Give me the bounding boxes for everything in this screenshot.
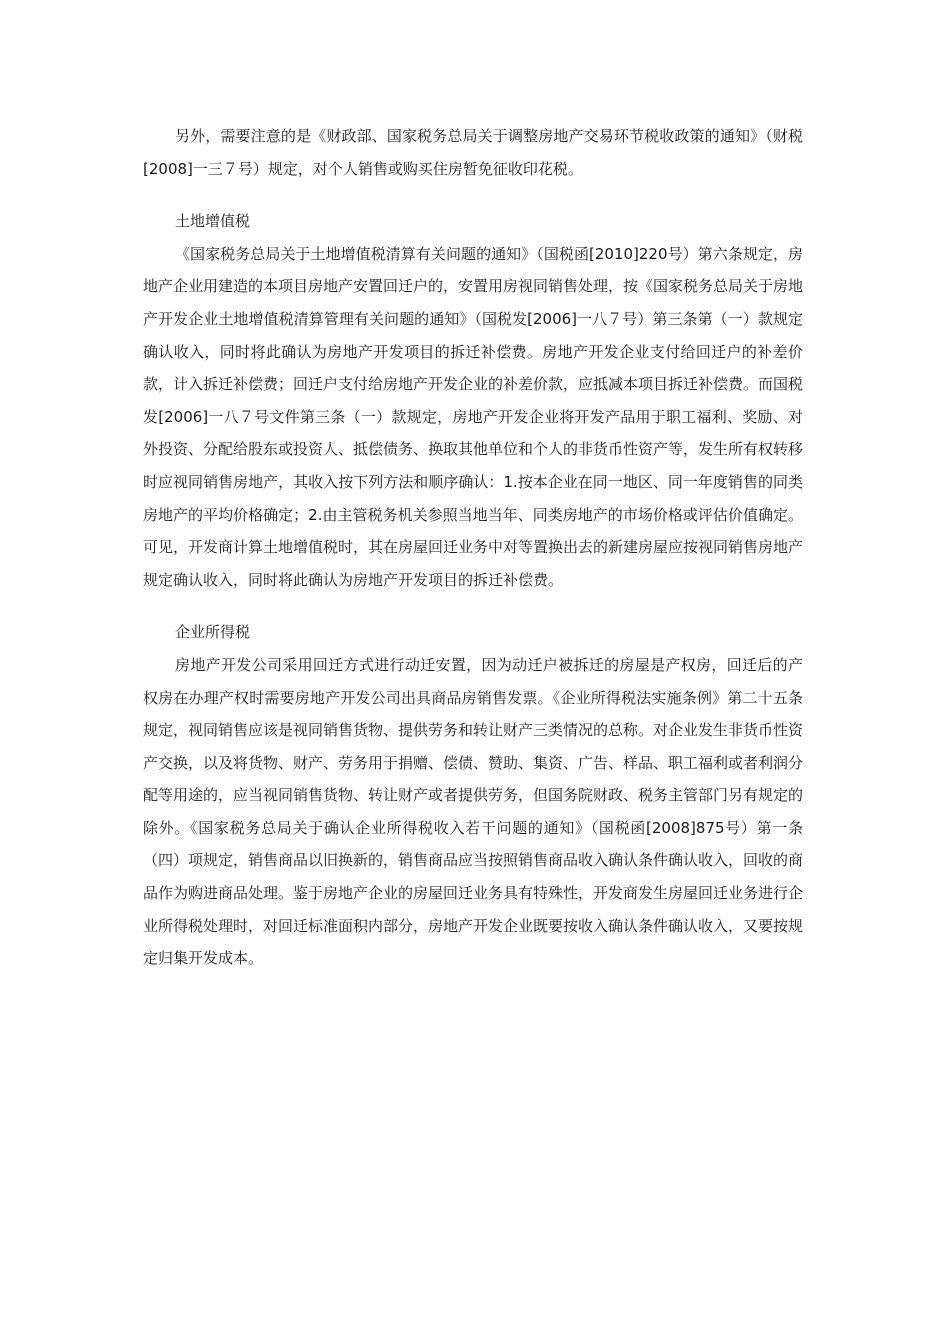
paragraph-spacer: [143, 596, 803, 616]
paragraph-stamp-duty: 另外，需要注意的是《财政部、国家税务总局关于调整房地产交易环节税收政策的通知》（财税[2008]一三７号）规定，对个人销售或购买住房暂免征收印花税。: [143, 127, 803, 178]
heading-enterprise-income-tax: 企业所得税: [175, 623, 251, 642]
paragraph-land-appreciation-tax: 《国家税务总局关于土地增值税清算有关问题的通知》（国税函[2010]220号）第六条规定，房地产企业用建造的本项目房地产安置回迁户的，安置用房视同销售处理，按《国家税务总局关于房地产开发企业土地增值税清算管理有关问题的通知》（国税发[2006]一八７号）第三条第（一）款规定确认收入，同时将此确认为房地产开发项目的拆迁补偿费。房地产开发企业支付给回迁户的补差价款，计入拆迁补偿费；回迁户支付给房地产开发企业的补差价款，应抵减本项目拆迁补偿费。而国税发[2006]一八７号文件第三条（一）款规定，房地产开发企业将开发产品用于职工福利、奖励、对外投资、分配给股东或投资人、抵偿债务、换取其他单位和个人的非货币性资产等，发生所有权转移时应视同销售房地产，其收入按下列方法和顺序确认：1.按本企业在同一地区、同一年度销售的同类房地产的平均价格确定；2.由主管税务机关参照当地当年、同类房地产的市场价格或评估价值确定。可见，开发商计算土地增值税时，其在房屋回迁业务中对等置换出去的新建房屋应按视同销售房地产规定确认收入，同时将此确认为房地产开发项目的拆迁补偿费。: [143, 244, 804, 589]
paragraph-enterprise-income-tax: 房地产开发公司采用回迁方式进行动迁安置，因为动迁户被拆迁的房屋是产权房，回迁后的产权房在办理产权时需要房地产开发公司出具商品房销售发票。《企业所得税法实施条例》第二十五条规定，视同销售应该是视同销售货物、提供劳务和转让财产三类情况的总称。对企业发生非货币性资产交换，以及将货物、财产、劳务用于捐赠、偿债、赞助、集资、广告、样品、职工福利或者利润分配等用途的，应当视同销售货物、转让财产或者提供劳务，但国务院财政、税务主管部门另有规定的除外。《国家税务总局关于确认企业所得税收入若干问题的通知》（国税函[2008]875号）第一条（四）项规定，销售商品以旧换新的，销售商品应当按照销售商品收入确认条件确认收入，回收的商品作为购进商品处理。鉴于房地产企业的房屋回迁业务具有特殊性，开发商发生房屋回迁业务进行企业所得税处理时，对回迁标准面积内部分，房地产开发企业既要按收入确认条件确认收入，又要按规定归集开发成本。: [143, 655, 804, 968]
paragraph-spacer: [143, 185, 803, 205]
document-body: [143, 120, 803, 975]
heading-land-appreciation-tax: 土地增值税: [175, 212, 251, 231]
